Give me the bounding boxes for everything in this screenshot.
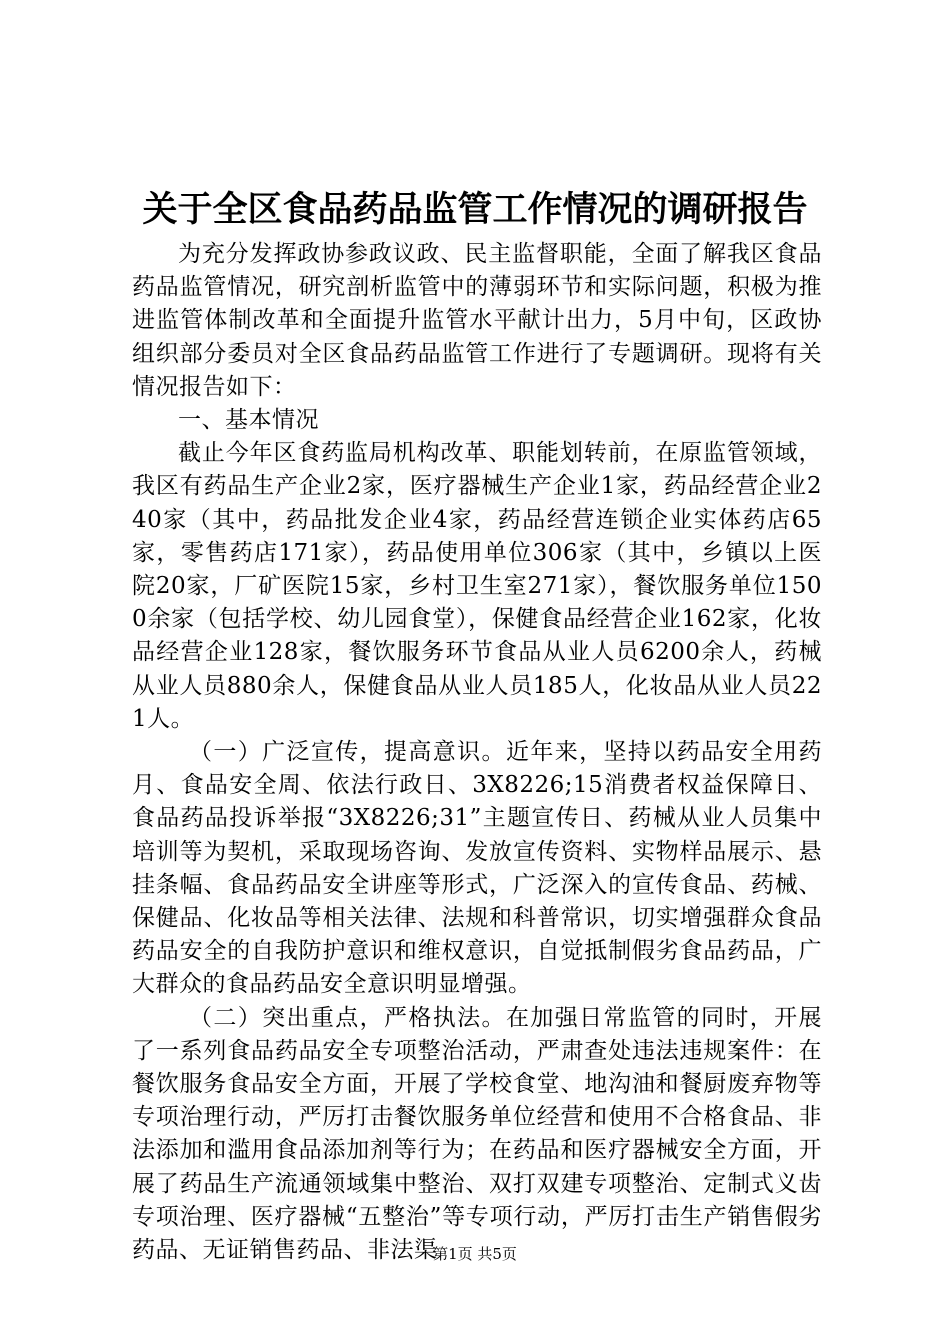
basic-situation-paragraph: 截止今年区食药监局机构改革、职能划转前，在原监管领域，我区有药品生产企业2家，医疗器械生产企业1家，药品经营企业240家（其中，药品批发企业4家，药品经营连锁企业实体药店65家，零售药店171家），药品使用单位306家（其中，乡镇以上医院20家，厂矿医院15家，乡村卫生室271家），餐饮服务单位1500余家（包括学校、幼儿园食堂），保健食品经营企业162家，化妆品经营企业128家，餐饮服务环节食品从业人员6200余人，药械从业人员880余人，保健食品从业人员185人，化妆品从业人员221人。 <box>132 440 822 732</box>
section-heading-basic-situation: 一、基本情况 <box>178 407 319 434</box>
document-title: 关于全区食品药品监管工作情况的调研报告 <box>142 189 808 230</box>
publicity-paragraph: （一）广泛宣传，提高意识。近年来，坚持以药品安全用药月、食品安全周、依法行政日、3X8226;15消费者权益保障日、食品药品投诉举报“3X8226;31”主题宣传日、药械从业人员集中培训等为契机，采取现场咨询、发放宣传资料、实物样品展示、悬挂条幅、食品药品安全讲座等形式，广泛深入的宣传食品、药械、保健品、化妆品等相关法律、法规和科普常识，切实增强群众食品药品安全的自我防护意识和维权意识，自觉抵制假劣食品药品，广大群众的食品药品安全意识明显增强。 <box>132 739 822 998</box>
page-number-footer: 第1页 共5页 <box>433 1245 517 1263</box>
document-body <box>132 238 822 1267</box>
intro-paragraph: 为充分发挥政协参政议政、民主监督职能，全面了解我区食品药品监管情况，研究剖析监管中的薄弱环节和实际问题，积极为推进监管体制改革和全面提升监管水平献计出力，5月中旬，区政协组织部分委员对全区食品药品监管工作进行了专题调研。现将有关情况报告如下： <box>132 241 822 400</box>
enforcement-paragraph: （二）突出重点，严格执法。在加强日常监管的同时，开展了一系列食品药品安全专项整治活动，严肃查处违法违规案件：在餐饮服务食品安全方面，开展了学校食堂、地沟油和餐厨废弃物等专项治理行动，严厉打击餐饮服务单位经营和使用不合格食品、非法添加和滥用食品添加剂等行为；在药品和医疗器械安全方面，开展了药品生产流通领域集中整治、双打双建专项整治、定制式义齿专项治理、医疗器械“五整治”等专项行动，严厉打击生产销售假劣药品、无证销售药品、非法渠 <box>132 1004 822 1264</box>
